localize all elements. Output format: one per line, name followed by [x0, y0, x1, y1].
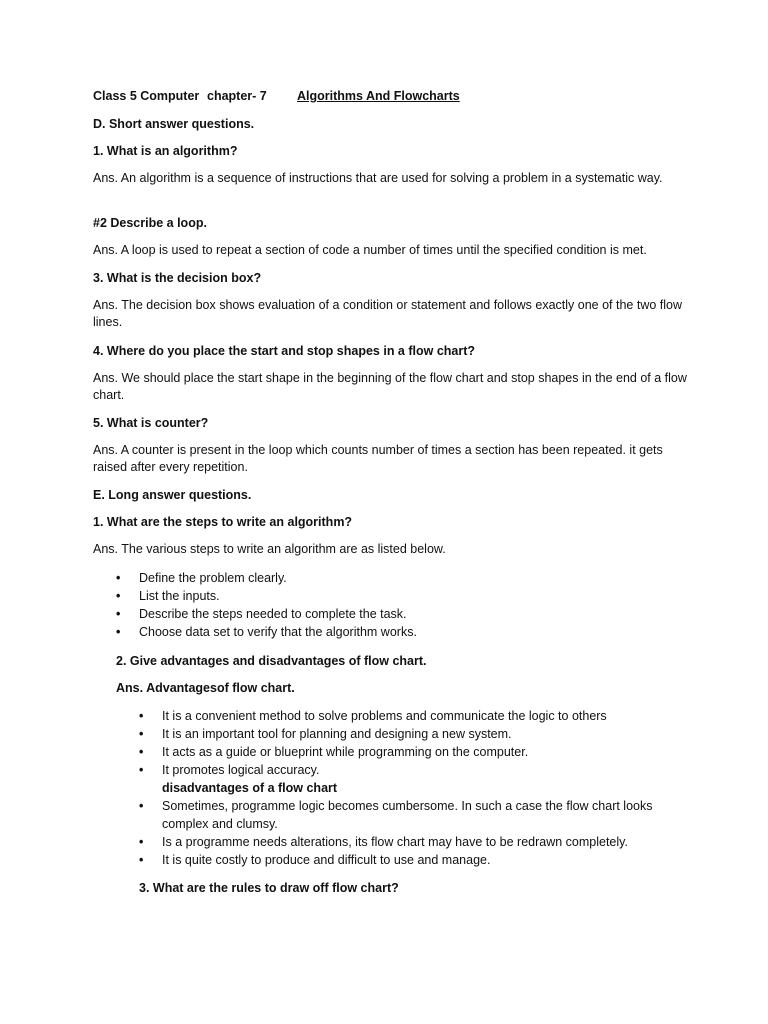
question-e2: 2. Give advantages and disadvantages of flow chart. — [116, 654, 427, 668]
section-d-heading: D. Short answer questions. — [93, 117, 255, 131]
question-e1: 1. What are the steps to write an algorithm? — [93, 515, 353, 529]
answer-d2: Ans. A loop is used to repeat a section of code a number of times until the specified condition is met. — [93, 243, 647, 257]
advantage-text: It is a convenient method to solve problems and communicate the logic to others — [162, 709, 607, 723]
answer-e2-intro: Ans. Advantagesof flow chart. — [116, 681, 295, 695]
bullet-icon: • — [116, 607, 121, 621]
section-e-heading: E. Long answer questions. — [93, 488, 252, 502]
question-d5: 5. What is counter? — [93, 416, 209, 430]
bullet-icon: • — [116, 571, 121, 585]
bullet-icon: • — [139, 727, 144, 741]
advantage-text: It promotes logical accuracy. — [162, 763, 320, 777]
step-text: Choose data set to verify that the algorithm works. — [139, 625, 417, 639]
bullet-icon: • — [116, 625, 121, 639]
disadvantage-text: Sometimes, programme logic becomes cumbersome. In such a case the flow chart looks — [162, 799, 653, 813]
chapter-label: chapter- 7 — [207, 89, 267, 103]
disadvantage-text: Is a programme needs alterations, its flow chart may have to be redrawn completely. — [162, 835, 628, 849]
question-d1: 1. What is an algorithm? — [93, 144, 238, 158]
advantage-text: It acts as a guide or blueprint while programming on the computer. — [162, 745, 529, 759]
bullet-icon: • — [116, 589, 121, 603]
bullet-icon: • — [139, 853, 144, 867]
bullet-icon: • — [139, 709, 144, 723]
answer-d1: Ans. An algorithm is a sequence of instructions that are used for solving a problem in a systematic way. — [93, 171, 663, 185]
question-d4: 4. Where do you place the start and stop shapes in a flow chart? — [93, 344, 476, 358]
answer-d3: Ans. The decision box shows evaluation of a condition or statement and follows exactly one of the two flow lines. — [93, 298, 682, 329]
answer-d5: Ans. A counter is present in the loop which counts number of times a section has been repeated. it gets raised after every repetition. — [93, 443, 663, 474]
disadvantage-text-continued: complex and clumsy. — [162, 817, 278, 831]
class-label: Class 5 Computer — [93, 89, 200, 103]
question-e3: 3. What are the rules to draw off flow chart? — [139, 881, 399, 895]
answer-e1-intro: Ans. The various steps to write an algorithm are as listed below. — [93, 542, 446, 556]
bullet-icon: • — [139, 835, 144, 849]
step-text: List the inputs. — [139, 589, 220, 603]
question-d2: #2 Describe a loop. — [93, 216, 207, 230]
bullet-icon: • — [139, 799, 144, 813]
disadvantages-heading: disadvantages of a flow chart — [162, 781, 338, 795]
question-d3: 3. What is the decision box? — [93, 271, 262, 285]
document-title: Algorithms And Flowcharts — [297, 89, 460, 103]
bullet-icon: • — [139, 763, 144, 777]
advantage-text: It is an important tool for planning and designing a new system. — [162, 727, 512, 741]
answer-d4: Ans. We should place the start shape in the beginning of the flow chart and stop shapes in the end of a flow chart. — [93, 371, 687, 402]
bullet-icon: • — [139, 745, 144, 759]
step-text: Describe the steps needed to complete the task. — [139, 607, 407, 621]
step-text: Define the problem clearly. — [139, 571, 287, 585]
disadvantage-text: It is quite costly to produce and difficult to use and manage. — [162, 853, 491, 867]
